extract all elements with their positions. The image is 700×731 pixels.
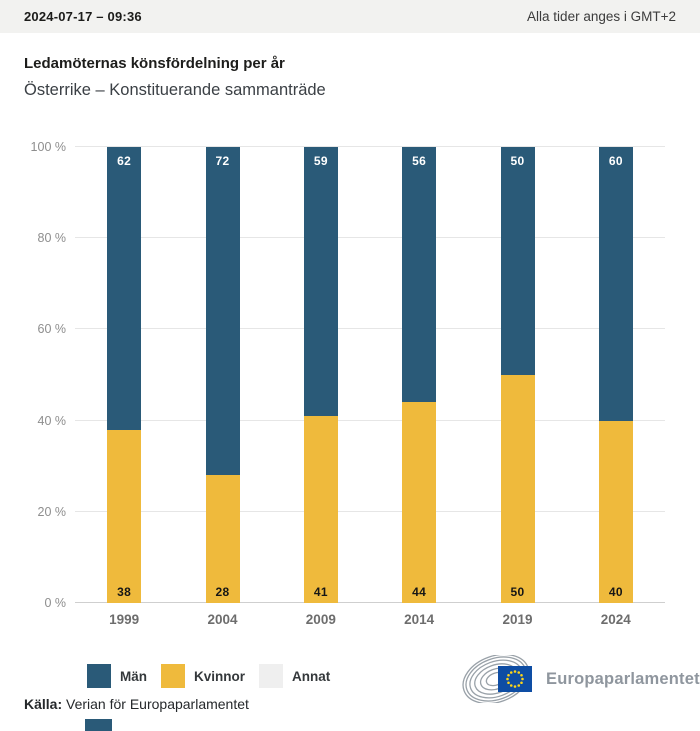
- x-axis-label: 2019: [502, 612, 533, 627]
- cropped-bottom-element: [85, 719, 112, 731]
- x-axis: [75, 612, 665, 627]
- chart-subtitle: Österrike – Konstituerande sammanträde: [24, 81, 326, 99]
- source-text: Verian för Europaparlamentet: [66, 696, 249, 712]
- bar-2024: [599, 147, 633, 603]
- segment-män: [599, 147, 633, 421]
- segment-kvinnor: [107, 430, 141, 603]
- segment-kvinnor: [501, 375, 535, 603]
- value-label: 50: [510, 154, 525, 168]
- bar-2014: [402, 147, 436, 603]
- gridline: [75, 602, 665, 603]
- value-label: 38: [117, 585, 132, 599]
- legend-swatch: [161, 664, 185, 688]
- value-label: 50: [510, 585, 525, 599]
- legend-label: Kvinnor: [194, 668, 246, 684]
- gridline: [75, 146, 665, 147]
- legend-label: Annat: [292, 668, 331, 684]
- segment-män: [107, 147, 141, 430]
- eu-flag-icon: [498, 666, 532, 692]
- legend-label: Män: [120, 668, 147, 684]
- legend: [87, 664, 330, 688]
- value-label: 60: [608, 154, 623, 169]
- legend-item-annat: [259, 664, 330, 688]
- segment-kvinnor: [402, 402, 436, 603]
- value-label: 56: [412, 154, 427, 169]
- value-label: 40: [608, 585, 623, 599]
- gridline: [75, 511, 665, 512]
- source-line: [24, 696, 249, 712]
- x-axis-label: 1999: [109, 612, 140, 627]
- europarl-emblem-icon: [462, 655, 538, 703]
- segment-män: [402, 147, 436, 402]
- legend-swatch: [259, 664, 283, 688]
- legend-item-män: [87, 664, 147, 688]
- segment-män: [304, 147, 338, 416]
- value-label: 28: [215, 585, 230, 599]
- y-axis-label: 80 %: [37, 231, 66, 246]
- legend-swatch: [87, 664, 111, 688]
- segment-kvinnor: [304, 416, 338, 603]
- y-axis-label: 0 %: [44, 596, 66, 610]
- value-label: 72: [215, 154, 230, 169]
- x-axis-label: 2004: [207, 612, 238, 627]
- y-axis-label: 20 %: [37, 504, 66, 519]
- segment-män: [501, 147, 535, 375]
- gridline: [75, 237, 665, 238]
- value-label: 62: [117, 154, 132, 169]
- header-bar: [0, 0, 700, 33]
- chart-title: Ledamöternas könsfördelning per år: [24, 55, 285, 72]
- value-label: 44: [412, 585, 427, 599]
- europarl-logo: [462, 655, 700, 703]
- x-axis-label: 2024: [600, 612, 631, 627]
- x-axis-label: 2009: [305, 612, 336, 627]
- segment-kvinnor: [599, 421, 633, 603]
- bar-1999: [107, 147, 141, 603]
- report-timestamp: 2024-07-17 – 09:36: [24, 9, 142, 24]
- plot-area: [75, 147, 665, 603]
- segment-män: [206, 147, 240, 475]
- gridline: [75, 328, 665, 329]
- value-label: 41: [313, 585, 328, 599]
- source-label: Källa:: [24, 696, 63, 712]
- europarl-logo-text: Europaparlamentet: [546, 669, 700, 688]
- y-axis: [0, 140, 66, 610]
- bar-2019: [501, 147, 535, 603]
- y-axis-label: 40 %: [37, 413, 66, 428]
- timezone-note: Alla tider anges i GMT+2: [527, 9, 676, 24]
- y-axis-label: 60 %: [37, 322, 66, 337]
- bar-2009: [304, 147, 338, 603]
- x-axis-label: 2014: [404, 612, 435, 627]
- value-label: 59: [313, 154, 328, 169]
- y-axis-label: 100 %: [30, 140, 66, 154]
- gridline: [75, 420, 665, 421]
- segment-kvinnor: [206, 475, 240, 603]
- bar-2004: [206, 147, 240, 603]
- legend-item-kvinnor: [161, 664, 245, 688]
